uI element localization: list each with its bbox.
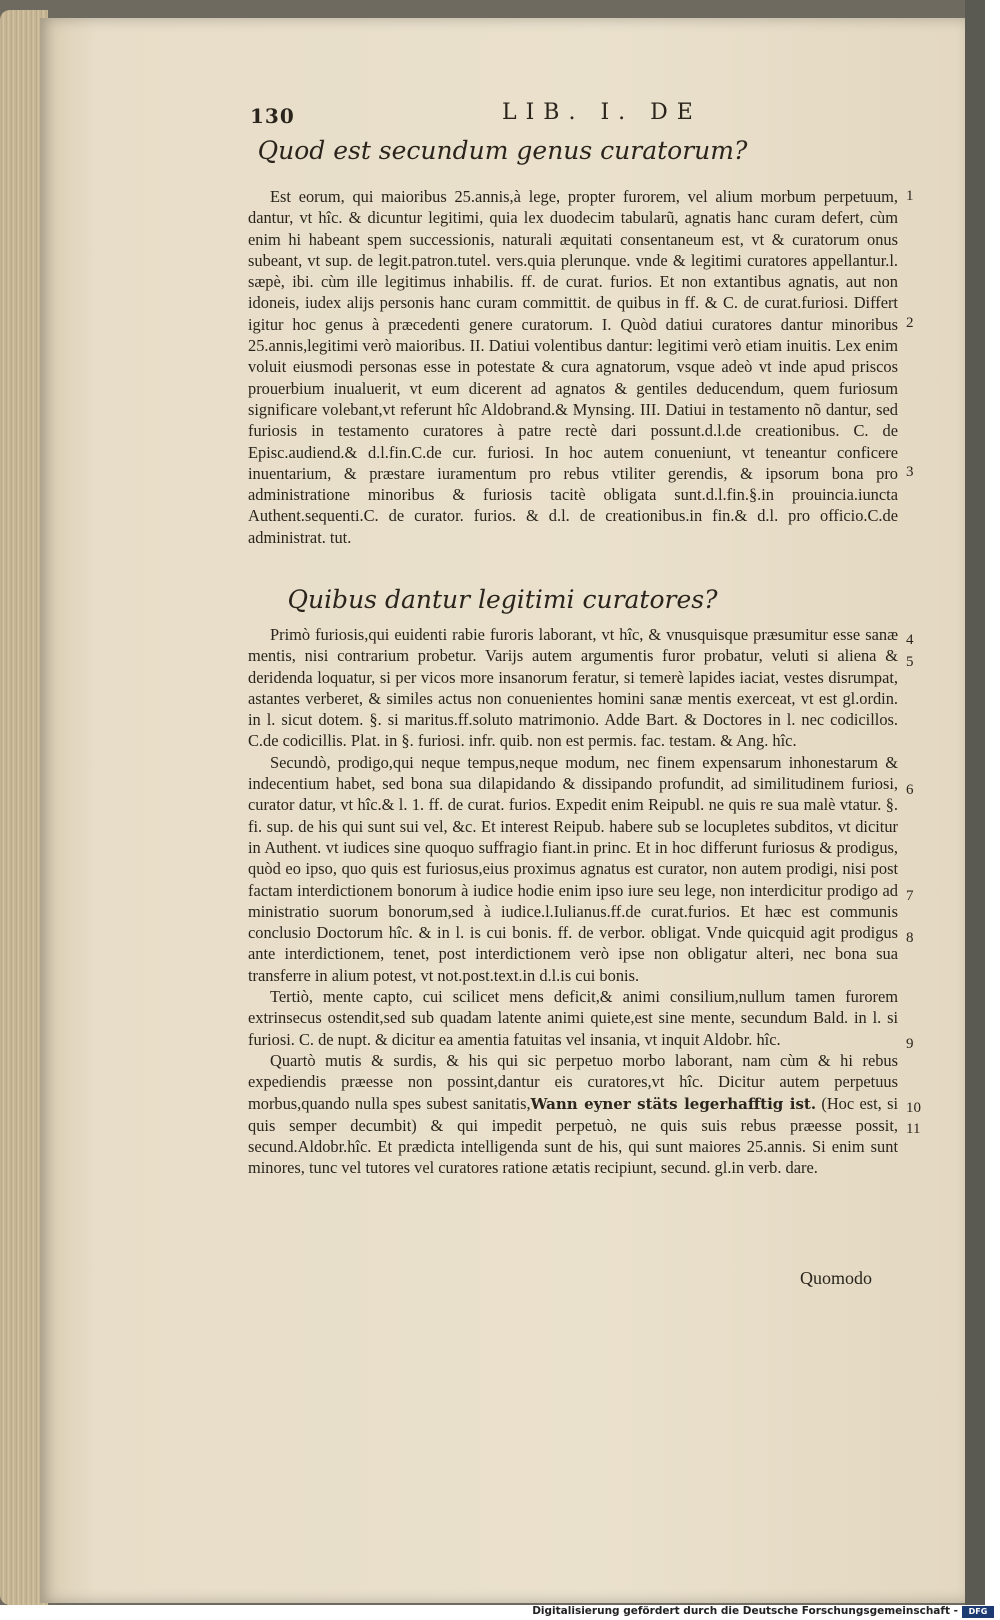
section-body-1 xyxy=(248,186,898,548)
blackletter-phrase: Wann eyner stäts legerhafftig ist. xyxy=(530,1094,817,1113)
margin-number: 9 xyxy=(906,1036,914,1052)
section-heading-1: Quod est secundum genus curatorum? xyxy=(257,136,748,165)
book-page xyxy=(40,18,965,1603)
margin-number: 11 xyxy=(906,1121,921,1137)
paragraph xyxy=(248,1050,898,1179)
page-number: 130 xyxy=(250,104,295,128)
footer-credit: Digitalisierung gefördert durch die Deutsche Forschungsgemeinschaft - xyxy=(532,1605,958,1617)
scan-right-border xyxy=(965,0,985,1605)
running-head: LIB. I. DE xyxy=(502,100,702,125)
paragraph: Est eorum, qui maioribus 25.annis,à lege, propter furorem, vel alium morbum perpetuum, dantur, vt hîc. & dicuntur legitimi, quia lex duodecim tabularũ, agnatis hanc curam defert, cùm enim hi habeant spem successionis, naturali æquitati consentaneum est, vt & curatorum onus subeant, vt sup. de legit.patron.tutel. vers.quia plerunque. vnde & legitimi curatores appellantur.l. sæpè, ibi. cùm ille legitimus inhabilis. ff. de curat. furios. Et non extantibus agnatis, aut non idoneis, iudex alijs personis hanc curam committit. de quibus in ff. & C. de curat.furiosi. Differt igitur hoc genus à præcedenti genere curatorum. I. Quòd datiui curatores dantur minoribus 25.annis,legitimi verò maioribus. II. Datiui volentibus dantur: legitimi verò etiam inuitis. Lex enim voluit eiusmodi personas esse in potestate & cura agnatorum, vsque adeò vt inde apud priscos prouerbium inualuerit, vt eum dicerent ad agnatos & gentiles deducendum, quem furiosum significare volebant,vt referunt hîc Aldobrand.& Mynsing. III. Datiui in testamento nõ dantur, sed furiosis in testamento curatores à patre rectè dari possunt.d.l.de creationibus. C. de Episc.audiend.& d.l.fin.C.de cur. furiosi. In hoc autem conueniunt, vt teneantur conficere inuentarium, & præstare iuramentum pro rebus vtiliter gerendis, & ipsorum bona pro administratione minoribus & furiosis tacitè obligata sunt.d.l.fin.§.in prouincia.iuncta Authent.sequenti.C. de curator. furios. & d.l. de creationibus.in fin.& d.l. pro officio.C.de administrat. tut. xyxy=(248,187,898,547)
margin-number: 4 xyxy=(906,632,914,648)
footer-bar xyxy=(0,1605,1000,1620)
paragraph: Primò furiosis,qui euidenti rabie furoris laborant, vt hîc, & vnusquisque præsumitur esse sanæ mentis, nisi contrarium probetur. Varijs autem argumentis furor probatur, veluti si aliena & deridenda loquatur, si per vicos more insanorum feratur, si temerè lapides iaciat, vestes disrumpat, astantes verberet, & similes actus non conuenientes homini sanæ mentis exerceat, vt est gl.ordin. in l. sicut dotem. §. si maritus.ff.soluto matrimonio. Adde Bart. & Doctores in l. nec codicillos. C.de codicillis. Plat. in §. furiosi. infr. quib. non est permis. fac. testam. & Ang. hîc. xyxy=(248,625,898,751)
paragraph: Secundò, prodigo,qui neque tempus,neque modum, nec finem expensarum inhonestarum & indecentium habet, sed bona sua dilapidando & dissipando profundit, ad similitudinem furiosi, curator datur, vt hîc.& l. 1. ff. de curat. furios. Expedit enim Reipubl. ne quis re sua malè vtatur. §. fi. sup. de his qui sunt sui vel, &c. Et interest Reipub. habere sub se locupletes subditos, vt dicitur in Authent. vt iudices sine quoquo suffragio fiant.in princ. Et in hoc differunt furiosus & prodigus, quòd eo ipso, quo quis est furiosus,eius proximus agnatus est curator, non autem prodigi, nisi post factam interdictionem bonorum à iudice hodie enim ipso iure seu lege, non interdicitur prodigo ad ministratio suorum bonorum,sed à iudice.l.Iulianus.ff.de curat.furios. Et hæc est communis conclusio Doctorum hîc. & in l. is cui bonis. ff. de verbor. obligat. Vnde quicquid agit prodigus ante interdictionem, tenet, post interdictionem verò ipse non obligatur alteri, nec bona sua transferre in alium potest, vt not.post.text.in d.l.is cui bonis. xyxy=(248,752,898,985)
margin-number: 1 xyxy=(906,188,914,204)
margin-number: 2 xyxy=(906,315,914,331)
margin-number: 3 xyxy=(906,464,914,480)
margin-number: 10 xyxy=(906,1100,921,1116)
section-body-2 xyxy=(248,624,898,1179)
dfg-logo: DFG xyxy=(962,1606,994,1618)
margin-number: 7 xyxy=(906,888,914,904)
margin-number: 6 xyxy=(906,782,914,798)
section-heading-2: Quibus dantur legitimi curatores? xyxy=(287,585,718,614)
margin-number: 5 xyxy=(906,654,914,670)
catchword: Quomodo xyxy=(800,1268,872,1288)
margin-number: 8 xyxy=(906,930,914,946)
paragraph-text: (Hoc est, si quis semper decumbit) & qui impedit perpetuò, ne quis suis rebus præesse possit, secund.Aldobr.hîc. Et prædicta intelligenda sunt de his, qui sunt maiores 25.annis. Si enim sunt minores, tunc vel tutores vel curatores ratione ætatis recipiunt, secund. gl.in verb. dare. xyxy=(248,1093,899,1178)
paragraph: Tertiò, mente capto, cui scilicet mens deficit,& animi consilium,nullum tamen furorem extrinsecus ostendit,sed sub quadam latente animi quiete,est sine mente, secundum Bald. in l. si furiosi. C. de nupt. & dicitur ea amentia fatuitas vel insania, vt inquit Aldobr. hîc. xyxy=(248,987,898,1049)
paragraph-text: Quartò mutis & surdis, & his qui sic perpetuo morbo laborant, nam cùm & hi rebus expediendis præesse non possint,dantur eis curatores,vt hîc. Dicitur autem perpetuus morbus,quando nulla spes subest sanitatis, xyxy=(248,1050,898,1113)
